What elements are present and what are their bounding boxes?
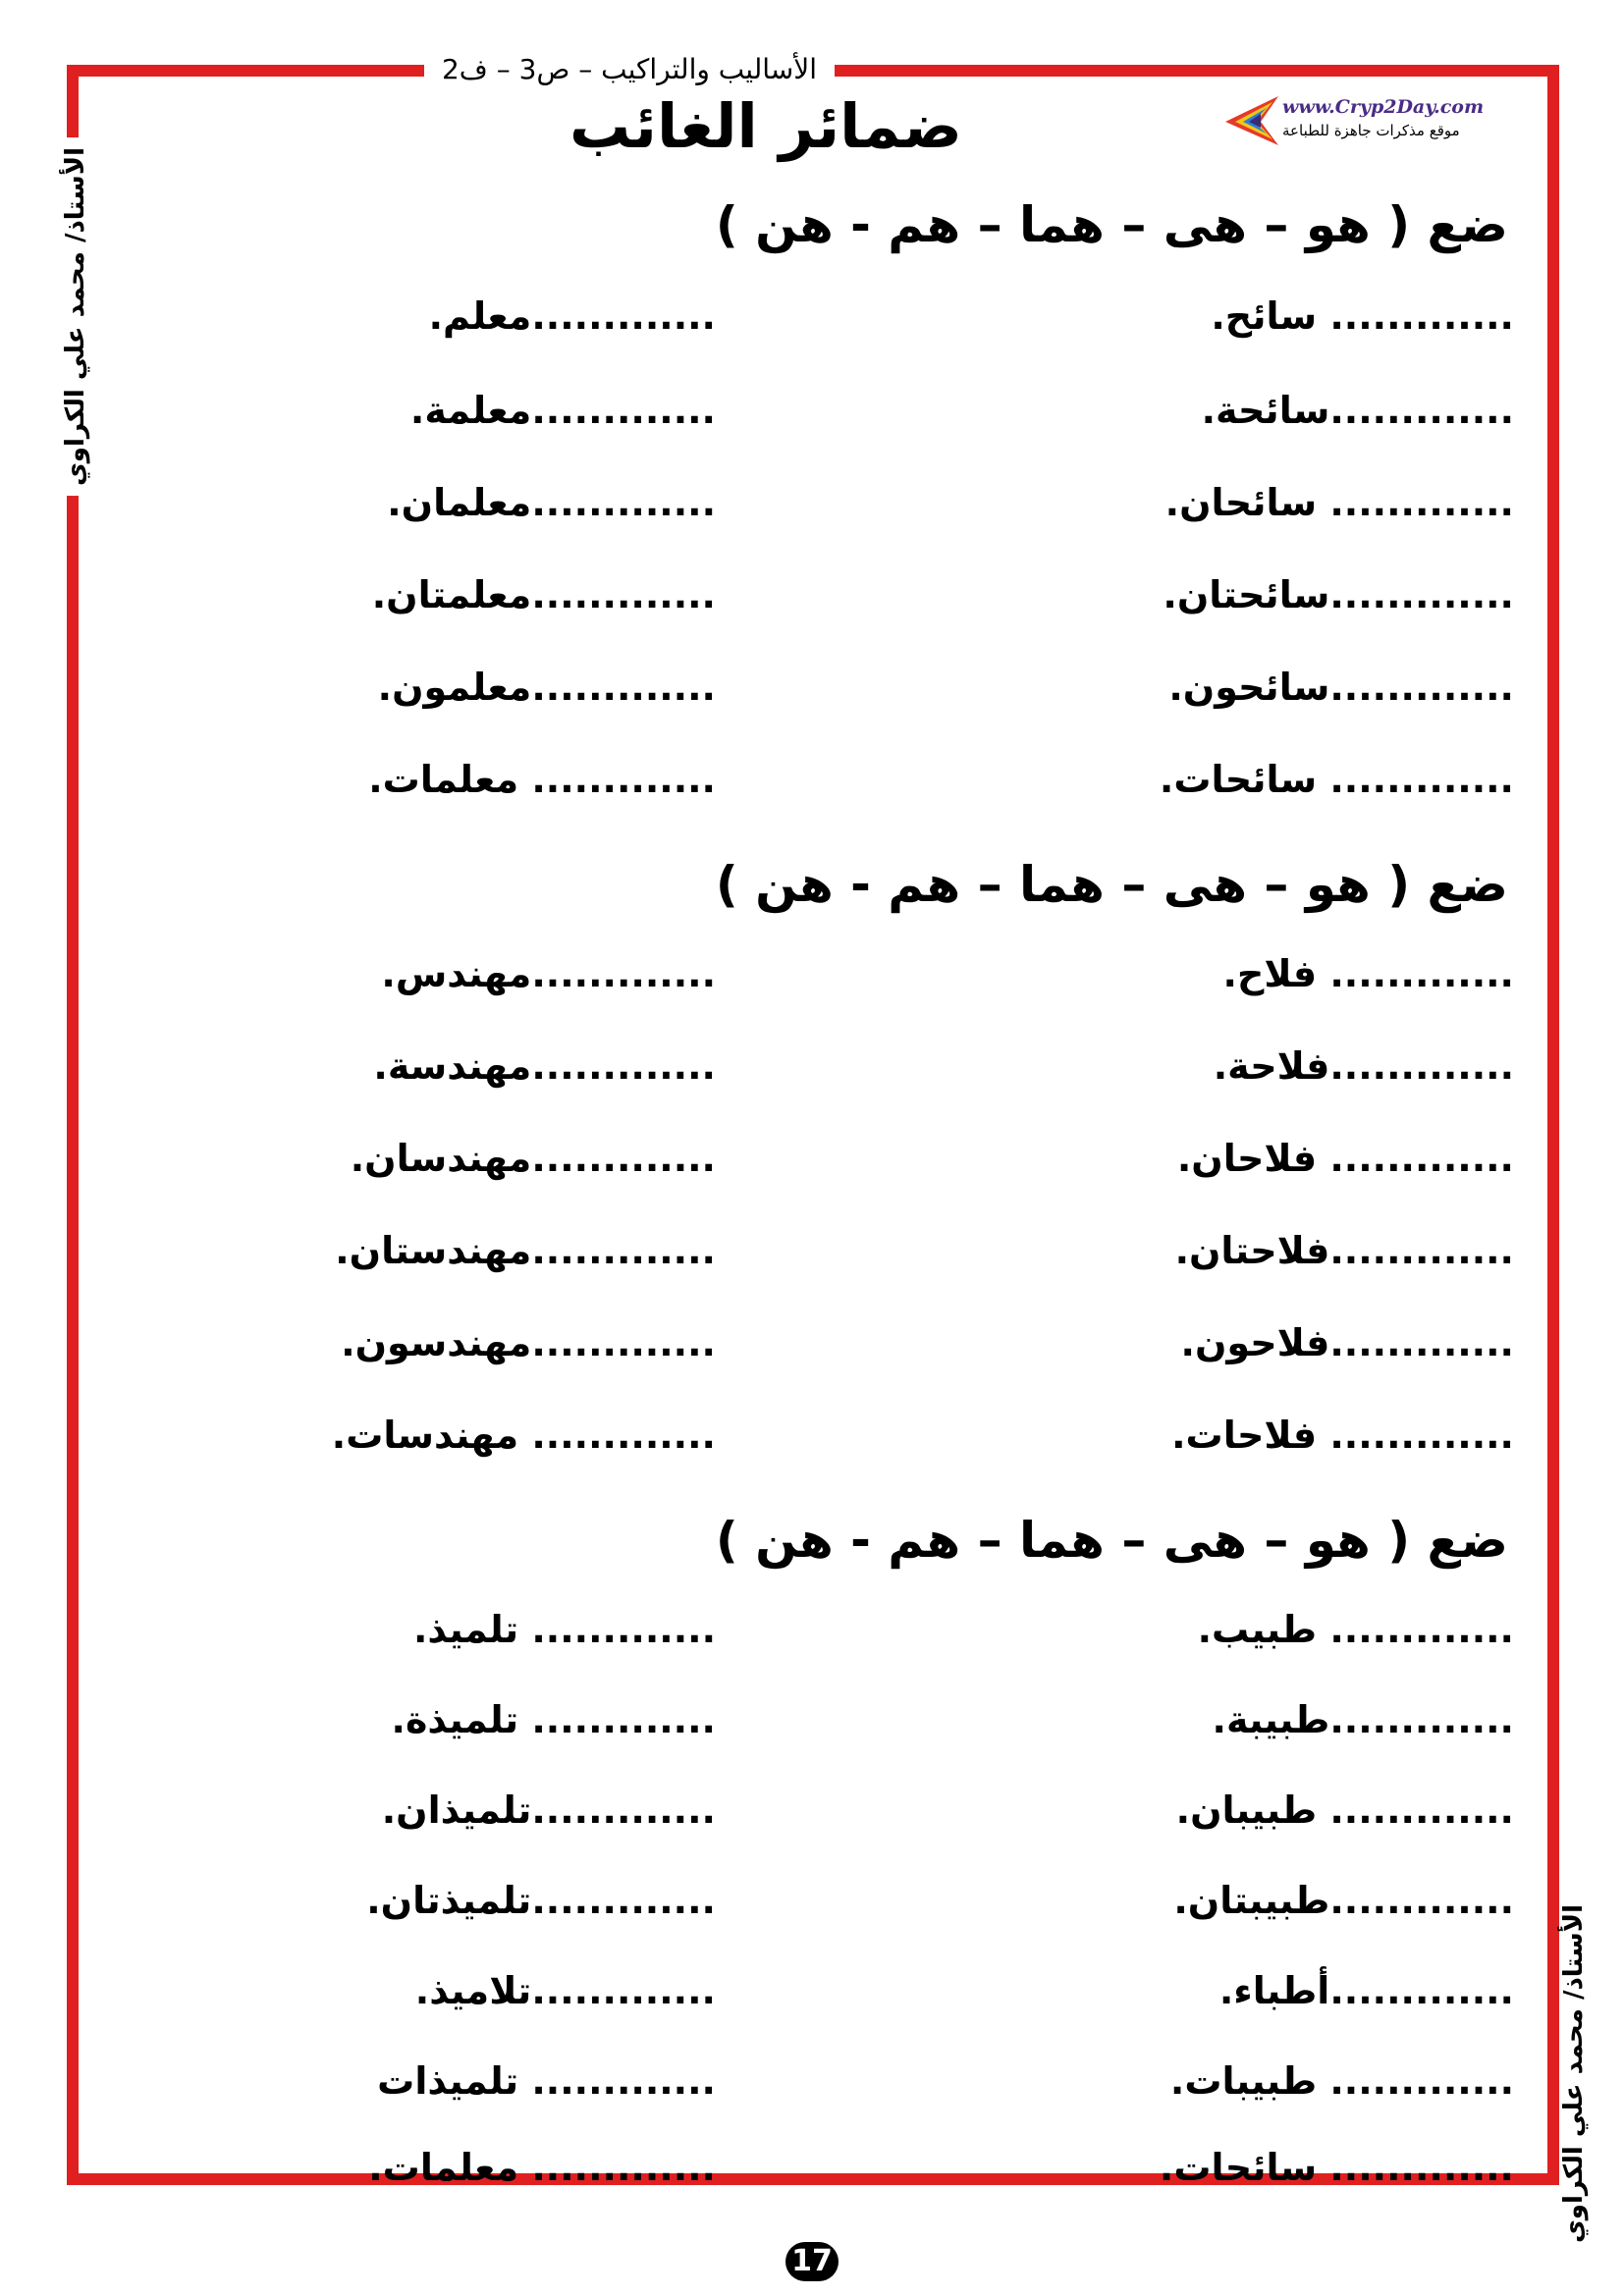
blank-item: ............. سائحات. [1159,2146,1514,2189]
exercise-row [0,952,1624,1011]
blank-item: ............. طبيبات. [1169,2059,1514,2103]
page-number: 17 [785,2242,839,2281]
blank-item: ............. تلميذة. [391,1698,716,1741]
blank-item: ............. سائح. [1211,294,1514,338]
exercise-row [0,1608,1624,1667]
blank-item: .............معلمون. [377,666,716,709]
exercise-row [0,758,1624,817]
exercise-row [0,1969,1624,2028]
exercise-row [0,2146,1624,2205]
blank-item: .............مهندسان. [350,1137,716,1180]
blank-item: .............طبيبتان. [1173,1879,1514,1922]
exercise-row [0,1698,1624,1757]
site-logo [1221,94,1485,149]
page-border [67,65,1559,2185]
blank-item: .............طبيبة. [1212,1698,1514,1741]
instruction: ضع ( هو – هى – هما – هم - هن ) [715,856,1508,913]
blank-item: .............مهندستان. [335,1229,716,1272]
exercise-row [0,1414,1624,1472]
logo-url: www.Cryp2Day.com [1282,96,1485,118]
blank-item: .............معلم. [428,294,716,338]
blank-item: ............. تلميذ. [412,1608,716,1651]
logo-tagline: موقع مذكرات جاهزة للطباعة [1282,122,1460,139]
blank-item: .............فلاحون. [1180,1321,1514,1364]
blank-item: .............تلميذان. [381,1789,716,1832]
page-title: ضمائر الغائب [569,90,962,162]
blank-item: ............. طبيبان. [1175,1789,1514,1832]
blank-item: ............. فلاحان. [1176,1137,1514,1180]
exercise-row [0,573,1624,632]
exercise-row [0,481,1624,540]
blank-item: ............. معلمات. [368,758,716,801]
exercise-row [0,1137,1624,1196]
exercise-row [0,1321,1624,1380]
exercise-row [0,389,1624,448]
exercise-row [0,2059,1624,2118]
blank-item: .............سائحة. [1201,389,1514,432]
blank-item: .............معلمان. [387,481,716,524]
instruction: ضع ( هو – هى – هما – هم - هن ) [715,196,1508,253]
blank-item: ............. مهندسات. [331,1414,716,1457]
author-side-left: الأستاذ/ محمد علي الكراوي [61,137,90,496]
blank-item: .............مهندسة. [373,1044,716,1088]
blank-item: .............معلمتان. [371,573,716,616]
blank-item: ............. فلاحات. [1171,1414,1514,1457]
blank-item: ............. سائحان. [1164,481,1514,524]
exercise-row [0,1229,1624,1288]
header-text: الأساليب والتراكيب – ص3 – ف2 [424,53,835,85]
blank-item: .............سائحون. [1168,666,1514,709]
blank-item: .............مهندس. [381,952,716,995]
blank-item: ............. معلمات. [368,2146,716,2189]
exercise-row [0,1044,1624,1103]
page-header [147,51,1129,86]
blank-item: ............. فلاح. [1222,952,1514,995]
instruction: ضع ( هو – هى – هما – هم - هن ) [715,1512,1508,1569]
blank-item: .............فلاحتان. [1174,1229,1514,1272]
blank-item: .............أطباء. [1218,1969,1514,2012]
blank-item: ............. تلميذات [377,2059,716,2103]
blank-item: .............فلاحة. [1213,1044,1514,1088]
author-side-right: الأستاذ/ محمد علي الكراوي [1559,1895,1589,2253]
exercise-row [0,294,1624,353]
blank-item: .............مهندسون. [341,1321,716,1364]
blank-item: .............تلميذتان. [366,1879,716,1922]
logo-arrow-icon [1221,94,1280,147]
blank-item: .............سائحتان. [1163,573,1514,616]
blank-item: .............تلاميذ. [414,1969,716,2012]
blank-item: ............. سائحات. [1159,758,1514,801]
exercise-row [0,666,1624,724]
exercise-row [0,1789,1624,1847]
blank-item: .............معلمة. [409,389,716,432]
blank-item: ............. طبيب. [1197,1608,1514,1651]
exercise-row [0,1879,1624,1938]
